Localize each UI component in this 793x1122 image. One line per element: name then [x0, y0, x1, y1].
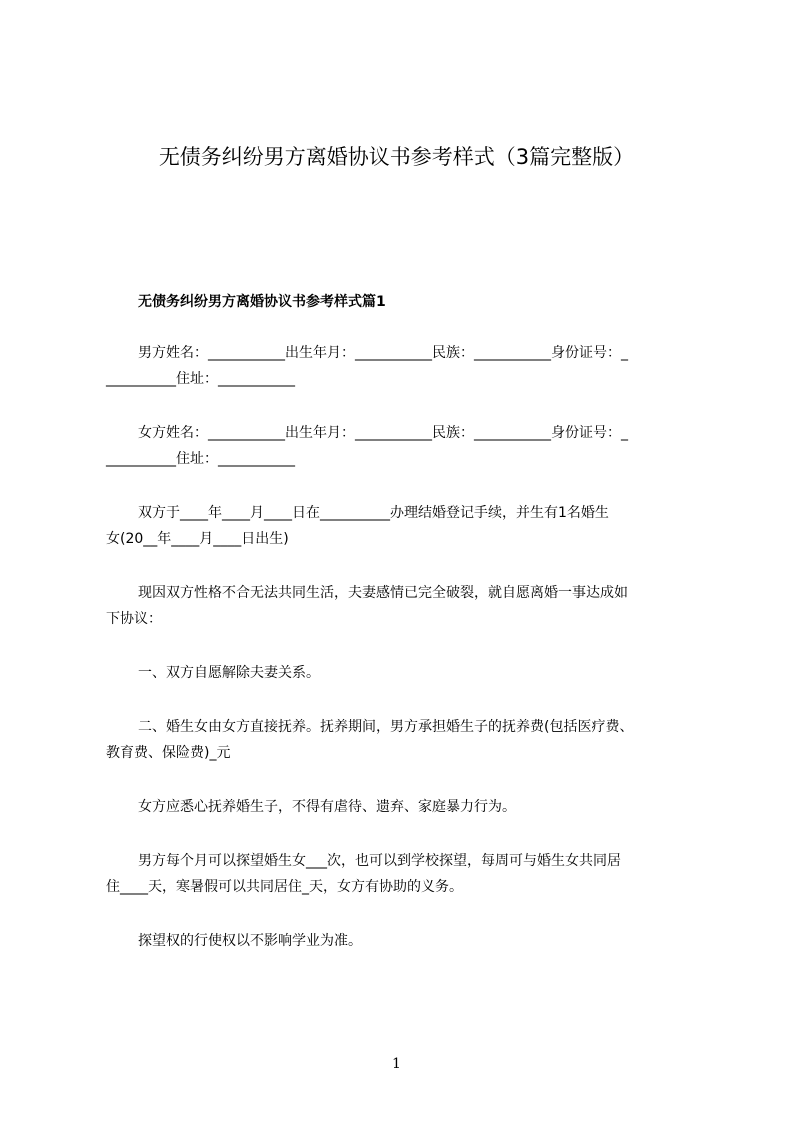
paragraph-line: 教育费、保险费)_元: [106, 745, 231, 761]
page-number: 1: [392, 1056, 401, 1072]
paragraph-line: 双方于____年____月____日在__________办理结婚登记手续，并生有1名婚生: [138, 505, 609, 521]
clause-one-paragraph: [106, 660, 698, 686]
paragraph-line: 探望权的行使权以不影响学业为准。: [138, 933, 362, 949]
paragraph-line: __________住址：___________: [106, 451, 295, 467]
document-title: 无债务纠纷男方离婚协议书参考样式（3篇完整版）: [158, 145, 635, 169]
clause-two-paragraph: [106, 714, 698, 766]
paragraph-line: __________住址：___________: [106, 371, 295, 387]
paragraph-line: 女方姓名：___________出生年月：___________民族：___________身份证号：_: [138, 425, 628, 441]
divorce-reason-paragraph: [106, 580, 698, 632]
paragraph-line: 住____天，寒暑假可以共同居住_天，女方有协助的义务。: [106, 879, 463, 895]
paragraph-line: 一、双方自愿解除夫妻关系。: [138, 665, 320, 681]
paragraph-line: 男方姓名：___________出生年月：___________民族：___________身份证号：_: [138, 345, 628, 361]
paragraph-line: 女(20__年____月____日出生): [106, 531, 289, 547]
paragraph-line: 现因双方性格不合无法共同生活，夫妻感情已完全破裂，就自愿离婚一事达成如: [138, 585, 628, 601]
visitation-paragraph: [106, 848, 698, 900]
paragraph-line: 男方每个月可以探望婚生女___次，也可以到学校探望，每周可与婚生女共同居: [138, 853, 621, 869]
male-party-info-paragraph: [106, 340, 698, 392]
custody-care-paragraph: [106, 794, 698, 820]
paragraph-line: 女方应悉心抚养婚生子，不得有虐待、遗弃、家庭暴力行为。: [138, 799, 516, 815]
paragraph-line: 下协议：: [106, 611, 162, 627]
marriage-registration-paragraph: [106, 500, 698, 552]
section-heading: 无债务纠纷男方离婚协议书参考样式篇1: [138, 294, 386, 310]
female-party-info-paragraph: [106, 420, 698, 472]
paragraph-line: 二、婚生女由女方直接抚养。抚养期间，男方承担婚生子的抚养费(包括医疗费、: [138, 719, 634, 735]
visitation-rule-paragraph: [106, 928, 698, 954]
